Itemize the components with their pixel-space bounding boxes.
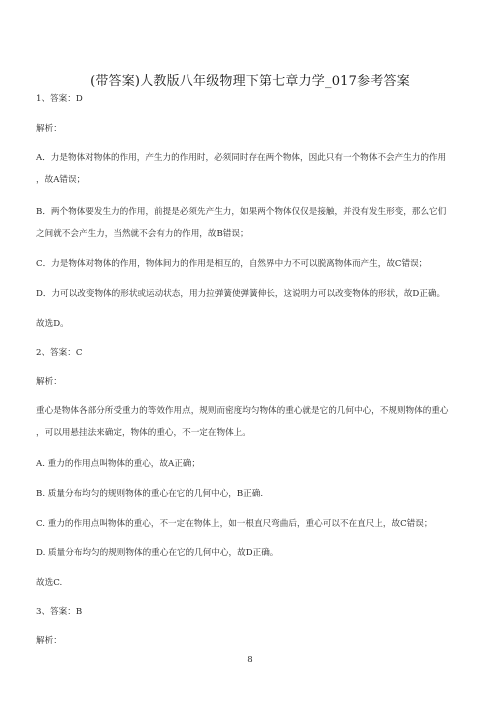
analysis-1-option-a-cont: ，故A错误； — [36, 175, 86, 185]
analysis-1-label: 解析： — [36, 124, 62, 134]
page-number: 8 — [247, 655, 253, 665]
answer-1-heading: 1、答案：D — [36, 94, 83, 104]
answer-1-conclusion: 故选D。 — [36, 319, 69, 329]
document-title: (带答案)人教版八年级物理下第七章力学_017参考答案 — [90, 74, 410, 89]
analysis-2-option-d: D. 质量分布均匀的规则物体的重心在它的几何中心，故D正确。 — [36, 548, 279, 558]
analysis-3-label: 解析： — [36, 636, 62, 646]
analysis-2-label: 解析： — [36, 377, 62, 387]
analysis-1-option-b-cont: 之间就不会产生力，当然就不会有力的作用，故B错误； — [36, 229, 249, 239]
analysis-2-intro-cont: ，可以用悬挂法来确定，物体的重心，不一定在物体上。 — [36, 428, 251, 438]
answer-2-conclusion: 故选C. — [36, 578, 63, 588]
analysis-2-option-c: C. 重力的作用点叫物体的重心，不一定在物体上，如一根直尺弯曲后，重心可以不在直尺上，故C错误； — [36, 519, 433, 529]
analysis-1-option-a: A．力是物体对物体的作用，产生力的作用时，必须同时存在两个物体，因此只有一个物体不会产生力的作用 — [36, 153, 447, 163]
analysis-2-intro: 重心是物体各部分所受重力的等效作用点，规则而密度均匀物体的重心就是它的几何中心，不规则物体的重心 — [36, 406, 449, 416]
answer-2-heading: 2、答案：C — [36, 348, 83, 358]
analysis-1-option-c: C．力是物体对物体的作用，物体间力的作用是相互的，自然界中力不可以脱离物体而产生，故C错误； — [36, 259, 428, 269]
answer-3-heading: 3、答案：B — [36, 607, 83, 617]
analysis-2-option-a: A. 重力的作用点叫物体的重心，故A正确； — [36, 459, 200, 469]
analysis-1-option-b: B．两个物体要发生力的作用，前提是必须先产生力，如果两个物体仅仅是接触，并没有发生形变，那么它们 — [36, 207, 447, 217]
analysis-1-option-d: D．力可以改变物体的形状或运动状态，用力拉弹簧使弹簧伸长，这说明力可以改变物体的形状，故D正确。 — [36, 289, 446, 299]
analysis-2-option-b: B. 质量分布均匀的规则物体的重心在它的几何中心，B正确. — [36, 489, 264, 499]
